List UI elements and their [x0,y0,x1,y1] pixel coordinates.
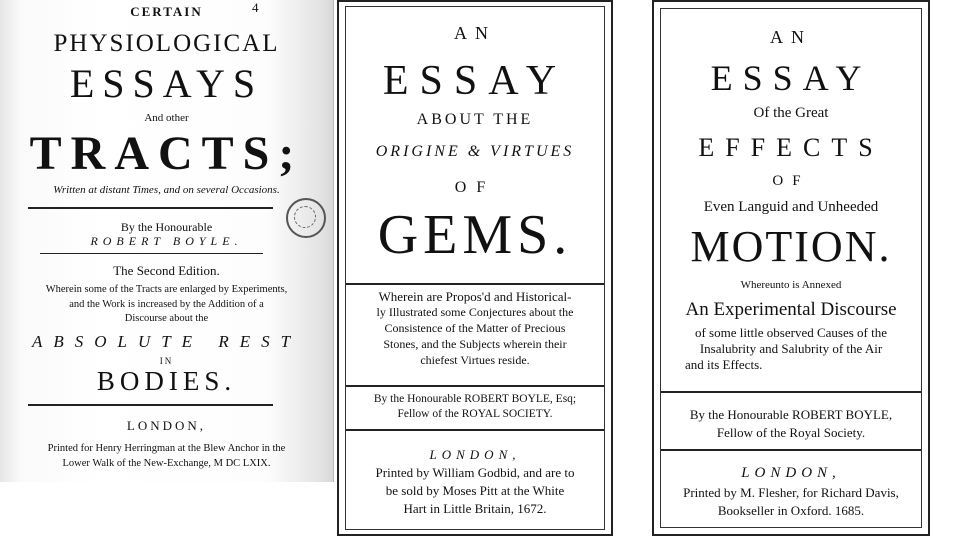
imprint-line-1: Printed by William Godbid, and are to [375,465,575,480]
imprint-line-2: Bookseller in Oxford. 1685. [717,503,865,518]
experimental-discourse: An Experimental Discourse [685,299,897,320]
bodies: BODIES. [96,366,237,396]
desc-line-2: and the Work is increased by the Addition of a [69,299,264,310]
author-line-2: Fellow of the ROYAL SOCIETY. [397,408,553,420]
absolute-rest: ABSOLUTE REST [31,332,302,351]
title-physiological: PHYSIOLOGICAL [53,30,280,57]
of: OF [772,173,810,189]
desc-line-4: Stones, and the Subjects wherein their [383,337,567,351]
desc-line-1: of some little observed Causes of the [694,325,888,340]
of: OF [454,179,496,196]
and-other: And other [144,112,189,124]
essay: ESSAY [382,58,568,104]
desc-line-2: ly Illustrated some Conjectures about the [376,305,574,319]
edition: The Second Edition. [113,263,220,278]
essay: ESSAY [710,58,872,98]
london: LONDON, [126,418,207,433]
gems: GEMS. [377,204,573,266]
effects: EFFECTS [698,133,884,162]
about-the: ABOUT THE [416,111,534,128]
london: LONDON, [741,465,841,481]
desc-line-3: and its Effects. [685,357,763,372]
imprint-line-1: Printed by M. Flesher, for Richard Davis, [683,485,899,500]
desc-line-3: Consistence of the Matter of Precious [384,321,566,335]
london: LONDON, [429,447,521,462]
subtitle: Written at distant Times, and on several Occasions. [53,184,280,196]
title-page-gems [337,0,613,536]
imprint-line-2: Lower Walk of the New-Exchange, M DC LXIX. [62,458,271,469]
an: AN [454,23,496,43]
top-line: CERTAIN [130,4,203,19]
author-line-1: By the Honourable ROBERT BOYLE, [689,407,893,422]
title-tracts: TRACTS; [29,127,304,180]
desc-line-2: Insalubrity and Salubrity of the Air [699,341,883,356]
imprint-line-1: Printed for Henry Herringman at the Blew Anchor in the [47,443,286,454]
title-essays: ESSAYS [69,61,264,106]
author-line-1: By the Honourable ROBERT BOYLE, Esq; [373,393,577,405]
author-line-2: Fellow of the Royal Society. [716,425,866,440]
page-mark: 4 [252,0,259,15]
desc-line-3: Discourse about the [124,313,209,324]
in-label: IN [159,356,174,366]
desc-line-1: Wherein some of the Tracts are enlarged by Experiments, [45,284,288,295]
by-line: By the Honourable [120,220,213,234]
author: ROBERT BOYLE. [90,234,243,248]
title-page-motion [652,0,930,536]
even-languid: Even Languid and Unheeded [703,199,879,215]
origine-virtues: ORIGINE & VIRTUES [375,143,575,160]
imprint-line-3: Hart in Little Britain, 1672. [403,501,547,516]
imprint-line-2: be sold by Moses Pitt at the White [385,483,565,498]
motion: MOTION. [690,222,892,271]
desc-line-1: Wherein are Propos'd and Historical- [378,289,572,304]
an: AN [770,27,812,47]
whereunto: Whereunto is Annexed [740,279,842,291]
desc-line-5: chiefest Virtues reside. [420,353,530,367]
title-page-physiological-essays [0,0,334,482]
of-the-great: Of the Great [753,105,829,121]
